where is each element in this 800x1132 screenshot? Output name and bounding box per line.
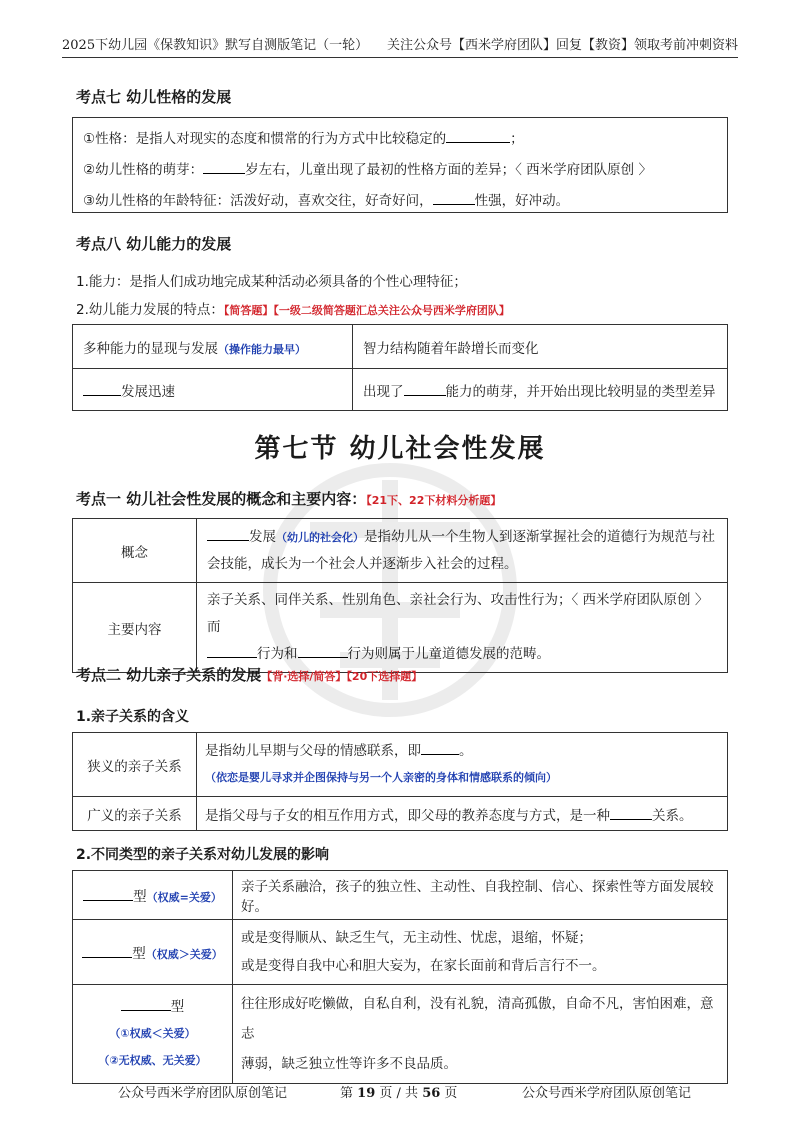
fill-blank[interactable] xyxy=(82,957,132,958)
table-row xyxy=(73,369,728,411)
page-header xyxy=(62,30,738,58)
fill-blank[interactable] xyxy=(298,657,348,658)
kd2-subhead-2: 2.不同类型的亲子关系对幼儿发展的影响 xyxy=(76,847,330,863)
kd7-line-3: ③幼儿性格的年龄特征：活泼好动，喜欢交往，好奇好问， 性强，好冲动。 xyxy=(83,193,570,209)
type-authoritarian: 型（权威＞关爱） xyxy=(73,920,233,985)
table-row xyxy=(73,871,728,920)
type-democratic: 型（权威=关爱） xyxy=(73,871,233,920)
type-democratic-desc: 亲子关系融洽，孩子的独立性、主动性、自我控制、信心、探索性等方面发展较好。 xyxy=(233,871,728,920)
kd1-concept-text: 发展（幼儿的社会化）是指幼儿从一个生物人到逐渐掌握社会的道德行为规范与社 会技能，成长为一个社会人并逐渐步入社会的过程。 xyxy=(197,519,728,583)
header-left-title: 2025下幼儿园《保教知识》默写自测版笔记（一轮） xyxy=(62,38,369,53)
type-permissive: 型 （①权威＜关爱） （②无权威、无关爱） xyxy=(73,985,233,1084)
kd2-title: 考点二 幼儿亲子关系的发展【背·选择/简答】【20下选择题】 xyxy=(76,666,423,684)
kd7-line-1: ①性格：是指人对现实的态度和惯常的行为方式中比较稳定的 ； xyxy=(83,131,524,147)
table-row xyxy=(73,583,728,673)
section-title: 第七节 幼儿社会性发展 xyxy=(254,434,546,464)
kd8-table xyxy=(72,324,728,411)
type-authoritarian-desc: 或是变得顺从、缺乏生气，无主动性、忧虑，退缩，怀疑； 或是变得自我中心和胆大妄为，在家长面前和背后言行不一。 xyxy=(233,920,728,985)
kd8-tag-summary: 【一级二级简答题汇总关注公众号西米学府团队】 xyxy=(273,304,510,317)
kd2-broad-label: 广义的亲子关系 xyxy=(73,797,197,831)
kd8-line-1: 1.能力：是指人们成功地完成某种活动必须具备的个性心理特征； xyxy=(76,274,467,290)
fill-blank[interactable] xyxy=(121,1010,171,1011)
fill-blank[interactable] xyxy=(421,754,459,755)
kd2-tag-2: 【20下选择题】 xyxy=(346,670,423,683)
footer-right: 公众号西米学府团队原创笔记 xyxy=(522,1086,692,1101)
kd1-label-content: 主要内容 xyxy=(73,583,197,673)
table-row xyxy=(73,797,728,831)
kd8-r1c2: 智力结构随着年龄增长而变化 xyxy=(353,325,728,369)
kd1-tag: 【21下、22下材料分析题】 xyxy=(366,494,502,507)
kd7-box xyxy=(72,117,728,213)
kd2-narrow-text: 是指幼儿早期与父母的情感联系，即 。 （依恋是婴儿寻求并企图保持与另一个人亲密的身体和情感联系的倾向） xyxy=(197,733,728,797)
kd8-r1c1: 多种能力的显现与发展（操作能力最早） xyxy=(73,325,353,369)
header-right-notice: 关注公众号【西米学府团队】回复【教资】领取考前冲刺资料 xyxy=(386,38,738,53)
kd2-narrow-label: 狭义的亲子关系 xyxy=(73,733,197,797)
page-current: 19 xyxy=(357,1086,376,1101)
kd8-r2c1: 发展迅速 xyxy=(73,369,353,411)
kd1-label-concept: 概念 xyxy=(73,519,197,583)
kd2-subhead-1: 1.亲子关系的含义 xyxy=(76,709,190,725)
type-permissive-desc: 往往形成好吃懒做，自私自利，没有礼貌，清高孤傲，自命不凡，害怕困难，意志 薄弱，缺乏独立性等许多不良品质。 xyxy=(233,985,728,1084)
kd8-r2c2: 出现了 能力的萌芽，并开始出现比较明显的类型差异 xyxy=(353,369,728,411)
fill-blank[interactable] xyxy=(83,900,133,901)
fill-blank[interactable] xyxy=(207,657,257,658)
kd1-content-text: 亲子关系、同伴关系、性别角色、亲社会行为、攻击性行为；〈 西米学府团队原创 〉而 行为和 行为则属于儿童道德发展的范畴。 xyxy=(197,583,728,673)
fill-blank[interactable] xyxy=(203,173,245,174)
table-row xyxy=(73,733,728,797)
fill-blank[interactable] xyxy=(83,395,121,396)
kd2-types-table xyxy=(72,870,728,1084)
kd7-title: 考点七 幼儿性格的发展 xyxy=(76,88,232,106)
table-row xyxy=(73,519,728,583)
fill-blank[interactable] xyxy=(433,204,475,205)
kd8-tag-short-answer: 【简答题】 xyxy=(223,304,274,317)
kd7-line-2: ②幼儿性格的萌芽： 岁左右，儿童出现了最初的性格方面的差异；〈 西米学府团队原创 〉 xyxy=(83,162,652,178)
kd2-broad-text: 是指父母与子女的相互作用方式，即父母的教养态度与方式，是一种 关系。 xyxy=(197,797,728,831)
kd1-title: 考点一 幼儿社会性发展的概念和主要内容：【21下、22下材料分析题】 xyxy=(76,490,502,508)
kd2-tag-1: 【背·选择/简答】 xyxy=(261,670,347,683)
footer-page-indicator: 第 19 页 / 共 56 页 xyxy=(340,1086,458,1101)
table-row xyxy=(73,920,728,985)
fill-blank[interactable] xyxy=(446,142,510,143)
fill-blank[interactable] xyxy=(207,540,249,541)
fill-blank[interactable] xyxy=(610,819,652,820)
page-total: 56 xyxy=(422,1086,441,1101)
kd1-table xyxy=(72,518,728,673)
fill-blank[interactable] xyxy=(404,395,446,396)
kd8-title: 考点八 幼儿能力的发展 xyxy=(76,235,232,253)
table-row xyxy=(73,985,728,1084)
table-row xyxy=(73,325,728,369)
kd8-line-2: 2.幼儿能力发展的特点：【简答题】【一级二级简答题汇总关注公众号西米学府团队】 xyxy=(76,302,510,318)
kd2-meaning-table xyxy=(72,732,728,831)
footer-left: 公众号西米学府团队原创笔记 xyxy=(118,1086,288,1101)
